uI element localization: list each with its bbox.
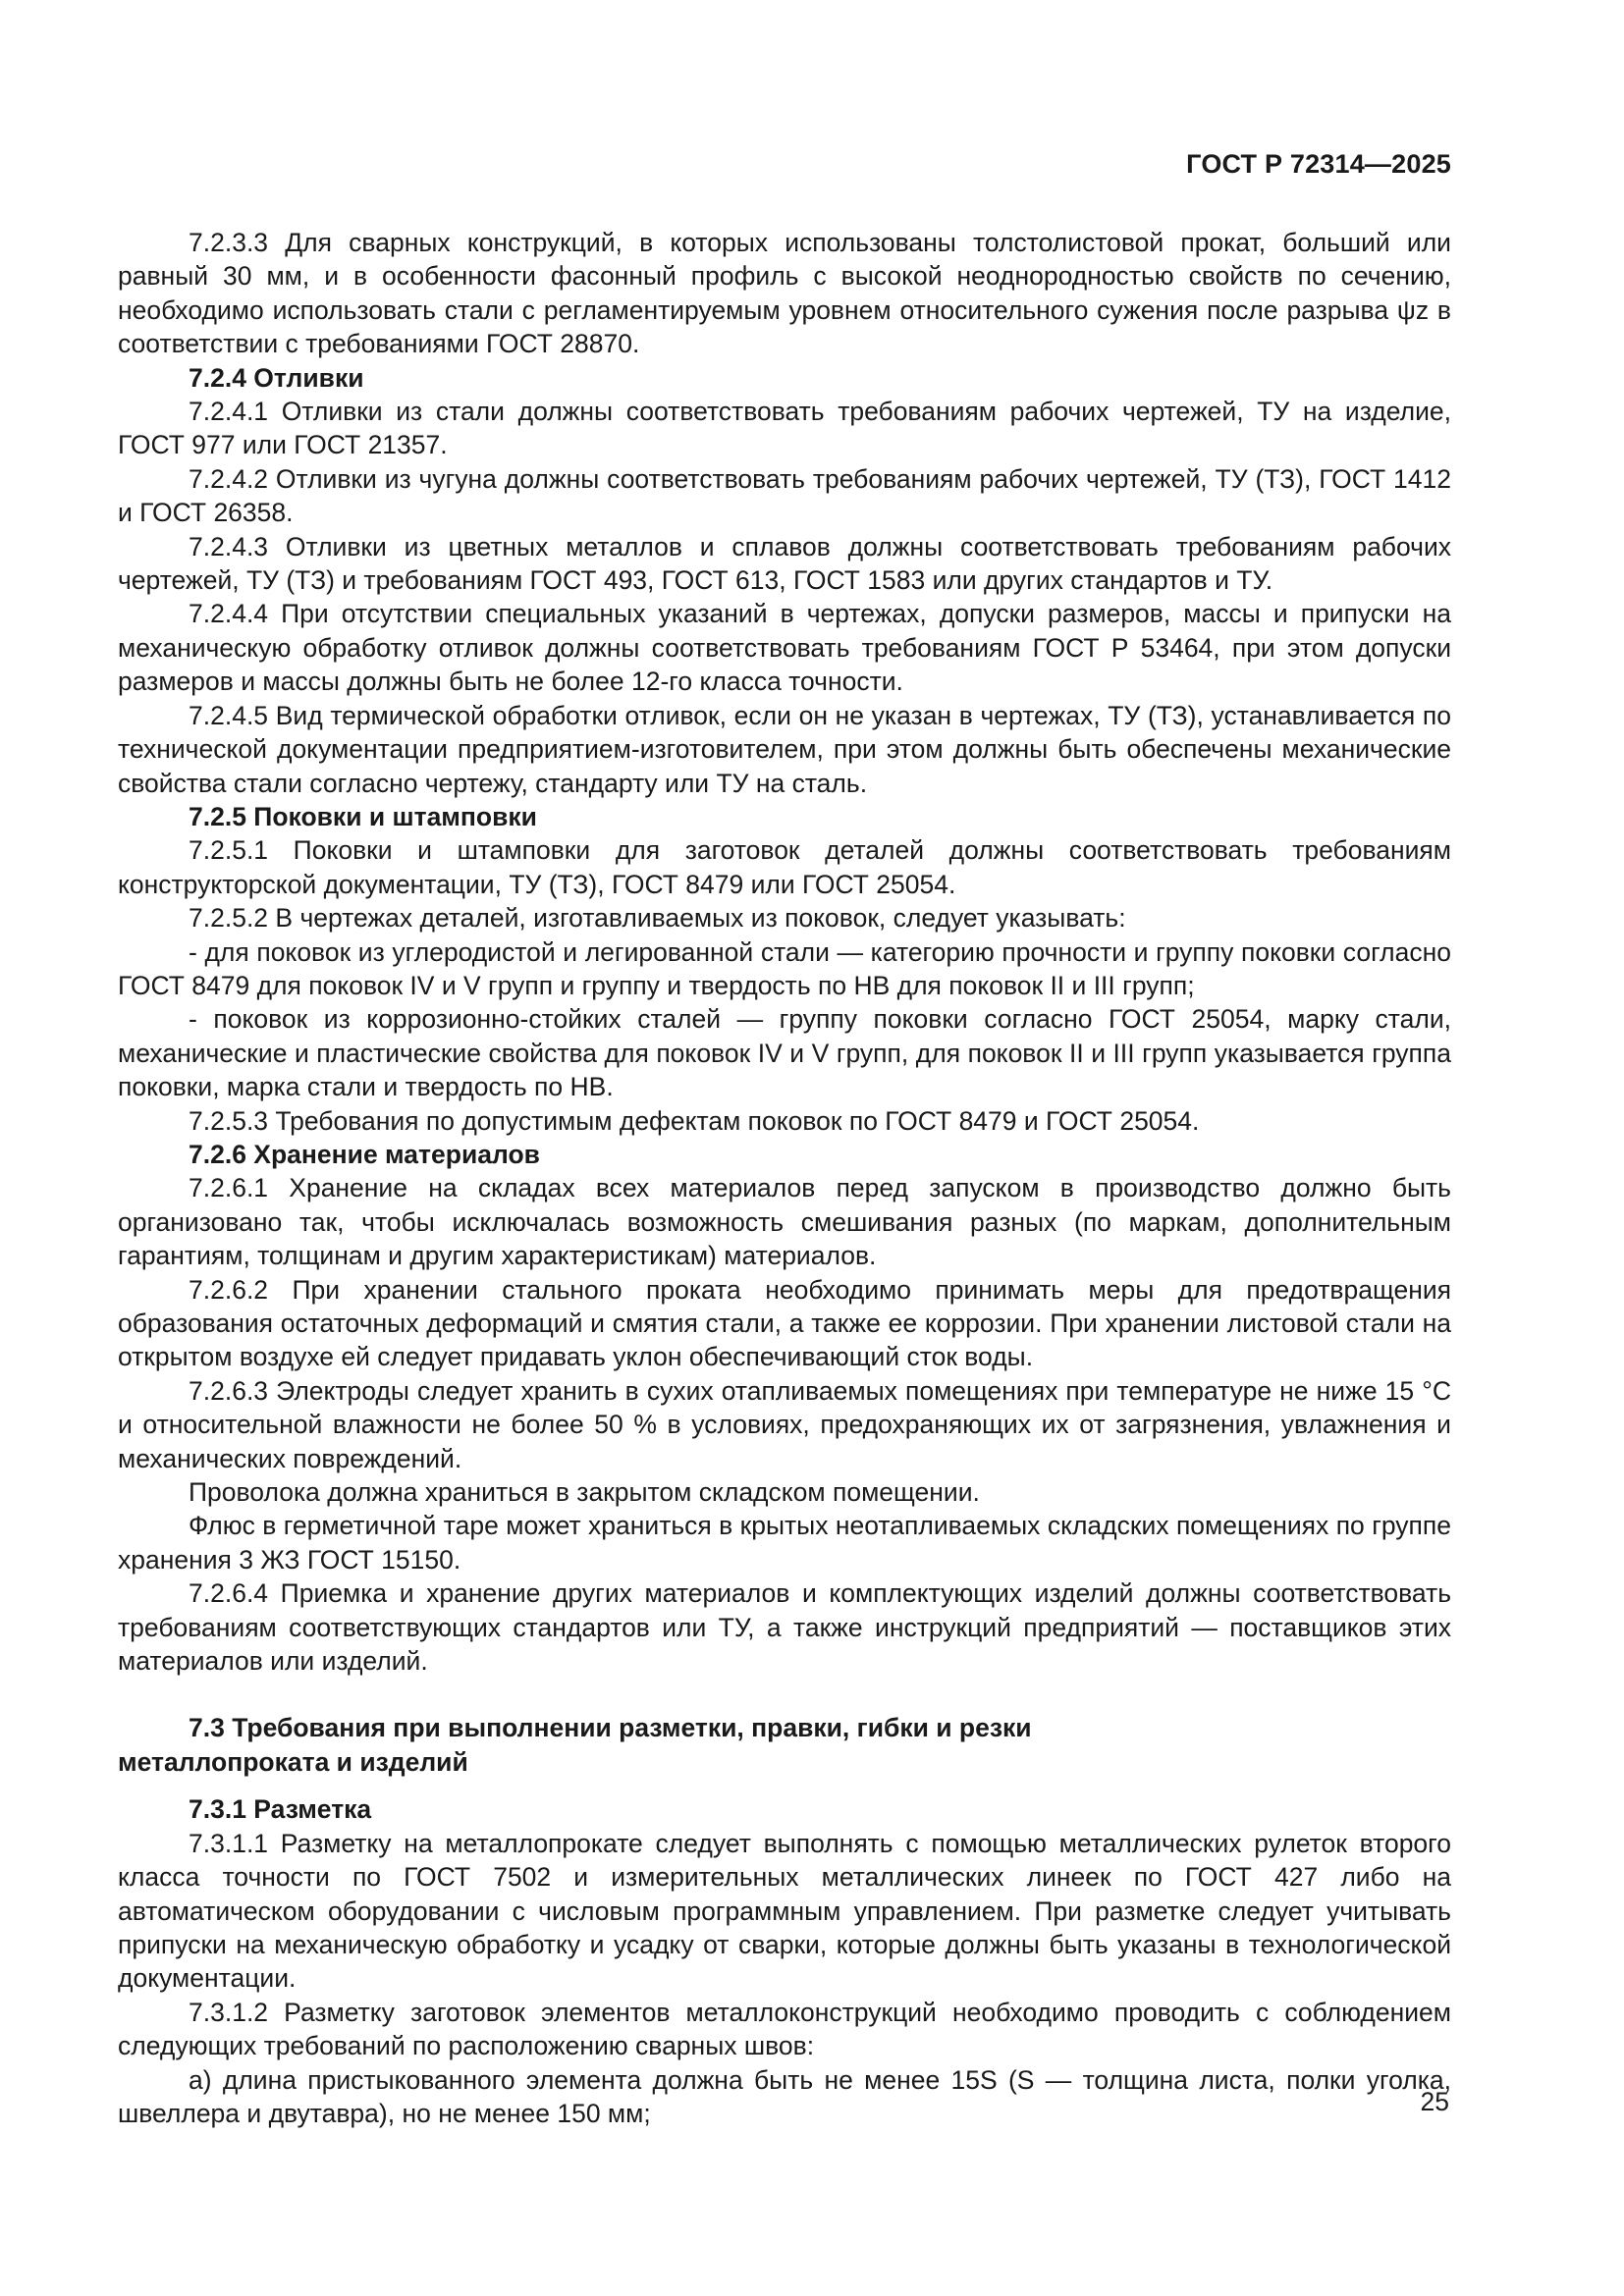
paragraph: 7.2.3.3 Для сварных конструкций, в которых использованы толстолистовой прокат, больший или равный 30 мм, и в особенности фасонный профиль с высокой неоднородностью свойств по сечению, необходимо использовать стали с регламентируемым уровнем относительного сужения после разрыва ψz в соответствии с требованиями ГОСТ 28870. [118,228,1451,359]
subsection-heading: 7.2.5 Поковки и штамповки [189,801,537,831]
paragraph: 7.2.6.1 Хранение на складах всех материалов перед запуском в производство должно быть организовано так, чтобы исключалась возможность смешивания разных (по маркам, дополнительным гарантиям, толщинам и другим характеристикам) материалов. [118,1173,1451,1271]
subsection-heading: 7.2.4 Отливки [189,362,364,393]
paragraph: 7.2.4.5 Вид термической обработки отливок, если он не указан в чертежах, ТУ (ТЗ), устанавливается по технической документации предприятием-изготовителем, при этом должны быть обеспечены механические свойства стали согласно чертежу, стандарту или ТУ на сталь. [118,700,1451,798]
section-heading: 7.3 Требования при выполнении разметки, правки, гибки и резки металлопроката и изделий [118,1713,1032,1777]
paragraph: Флюс в герметичной таре может храниться в крытых неотапливаемых складских помещениях по группе хранения 3 ЖЗ ГОСТ 15150. [118,1511,1451,1575]
paragraph: Проволока должна храниться в закрытом складском помещении. [189,1477,980,1508]
paragraph: 7.3.1.2 Разметку заготовок элементов металлоконструкций необходимо проводить с соблюдением следующих требований по расположению сварных швов: [118,1997,1451,2061]
page-number: 25 [1420,2087,1449,2116]
subsection-heading: 7.3.1 Разметка [189,1794,372,1825]
paragraph: 7.3.1.1 Разметку на металлопрокате следует выполнять с помощью металлических рулеток второго класса точности по ГОСТ 7502 и измерительных металлических линеек по ГОСТ 427 либо на автоматическом оборудовании с числовым программным управлением. При разметке следует учитывать припуски на механическую обработку и усадку от сварки, которые должны быть указаны в технологической документации. [118,1828,1451,1994]
list-item: - поковок из коррозионно-стойких сталей — группу поковки согласно ГОСТ 25054, марку стали, механические и пластические свойства для поковок IV и V групп, для поковок II и III групп указывается группа поковки, марка стали и твердость по НВ. [118,1004,1451,1102]
paragraph: 7.2.6.3 Электроды следует хранить в сухих отапливаемых помещениях при температуре не ниже 15 °С и относительной влажности не более 50 % в условиях, предохраняющих их от загрязнения, увлажнения и механических повреждений. [118,1375,1451,1473]
paragraph: 7.2.4.2 Отливки из чугуна должны соответствовать требованиям рабочих чертежей, ТУ (ТЗ), ГОСТ 1412 и ГОСТ 26358. [118,463,1451,528]
paragraph: 7.2.5.2 В чертежах деталей, изготавливаемых из поковок, следует указывать: [189,903,1126,934]
paragraph: 7.2.4.4 При отсутствии специальных указаний в чертежах, допуски размеров, массы и припуски на механическую обработку отливок должны соответствовать требованиям ГОСТ Р 53464, при этом допуски размеров и массы должны быть не более 12-го класса точности. [118,599,1451,697]
list-item: а) длина пристыкованного элемента должна быть не менее 15S (S — толщина листа, полки уголка, швеллера и двутавра), но не менее 150 мм; [118,2064,1451,2128]
list-item: - для поковок из углеродистой и легированной стали — категорию прочности и группу поковки согласно ГОСТ 8479 для поковок IV и V групп и группу и твердость по НВ для поковок II и III групп; [118,936,1451,1000]
document-header: ГОСТ Р 72314—2025 [1186,149,1451,179]
paragraph: 7.2.5.1 Поковки и штамповки для заготовок деталей должны соответствовать требованиям конструкторской документации, ТУ (ТЗ), ГОСТ 8479 или ГОСТ 25054. [118,835,1451,899]
paragraph: 7.2.6.4 Приемка и хранение других материалов и комплектующих изделий должны соответствовать требованиям соответствующих стандартов или ТУ, а также инструкций предприятий — поставщиков этих материалов или изделий. [118,1578,1451,1677]
paragraph: 7.2.6.2 При хранении стального проката необходимо принимать меры для предотвращения образования остаточных деформаций и смятия стали, а также ее коррозии. При хранении листовой стали на открытом воздухе ей следует придавать уклон обеспечивающий сток воды. [118,1274,1451,1372]
paragraph: 7.2.4.3 Отливки из цветных металлов и сплавов должны соответствовать требованиям рабочих чертежей, ТУ (ТЗ) и требованиям ГОСТ 493, ГОСТ 613, ГОСТ 1583 или других стандартов и ТУ. [118,531,1451,596]
document-body [118,226,1451,2130]
paragraph: 7.2.4.1 Отливки из стали должны соответствовать требованиям рабочих чертежей, ТУ на изделие, ГОСТ 977 или ГОСТ 21357. [118,397,1451,460]
subsection-heading: 7.2.6 Хранение материалов [189,1139,540,1169]
paragraph: 7.2.5.3 Требования по допустимым дефектам поковок по ГОСТ 8479 и ГОСТ 25054. [189,1105,1200,1136]
